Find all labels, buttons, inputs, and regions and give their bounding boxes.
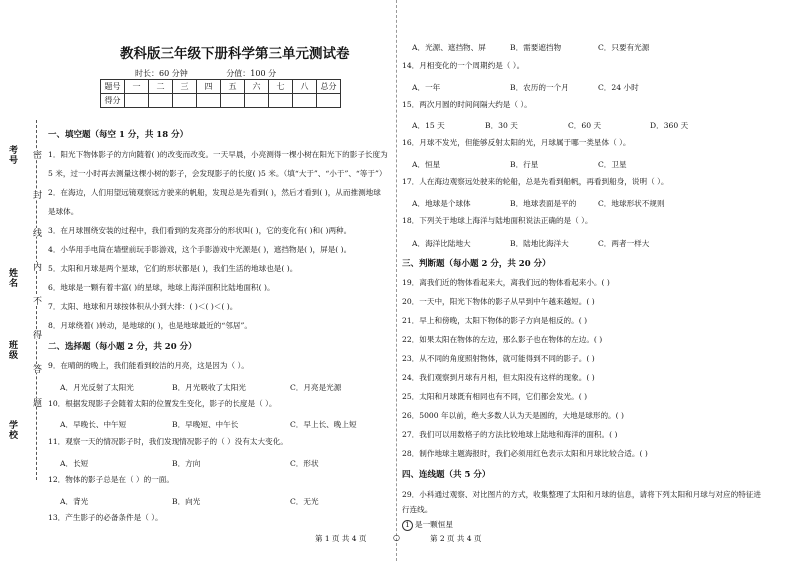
option: C．两者一样大 (598, 239, 650, 248)
match-item (402, 520, 453, 531)
option: C．60 天 (568, 121, 602, 130)
option: A．背光 (60, 497, 89, 506)
score-cell (317, 94, 341, 108)
seal-char: 答 (31, 364, 41, 373)
score-cell (221, 94, 245, 108)
question-text: 15．两次月圆的时间间隔大约是（ ）。 (402, 100, 532, 109)
question-text: 10．根据发现影子会随着太阳的位置发生变化，影子的长度是（ ）。 (48, 399, 277, 408)
score-cell: 总分 (317, 80, 341, 94)
score-cell: 二 (149, 80, 173, 94)
seal-char: 不 (31, 296, 41, 305)
score-table-score-row (101, 94, 341, 108)
question-text: 25．太阳和月球既有相同也有不同，它们都会发光。( ) (402, 392, 588, 401)
question-text: 24．我们观察到月球有月相，但太阳没有这样的现象。( ) (402, 373, 595, 382)
time-limit: 时长：60 分钟 (135, 69, 188, 78)
question-text: 12．物体的影子总是在（ ）的一面。 (48, 475, 174, 484)
question-text: 21．早上和傍晚，太阳下物体的影子方向是相反的。( ) (402, 316, 588, 325)
question-text: 23．从不同的角度照射物体，就可能得到不同的影子。( ) (402, 354, 595, 363)
score-cell: 一 (125, 80, 149, 94)
option: C．无光 (290, 497, 319, 506)
option: B．地球表面是平的 (510, 199, 577, 208)
score-cell: 三 (173, 80, 197, 94)
option: C．形状 (290, 459, 319, 468)
score-cell: 四 (197, 80, 221, 94)
column-divider (396, 0, 397, 561)
score-cell (125, 94, 149, 108)
option: A．光源、遮挡物、屏 (412, 43, 486, 52)
score-cell (149, 94, 173, 108)
section-heading: 一、填空题（每空 1 分，共 18 分） (48, 130, 189, 140)
option: C．地球形状不规则 (598, 199, 665, 208)
question-text: 9．在晴朗的晚上，我们能看到皎洁的月亮，这是因为（ ）。 (48, 361, 249, 370)
question-text: 26．5000 年以前，绝大多数人认为天是圆的，大地是球形的。( ) (402, 411, 624, 420)
option: A．地球是个球体 (412, 199, 471, 208)
option: B．陆地比海洋大 (510, 239, 569, 248)
option: B．需要遮挡物 (510, 43, 562, 52)
option: C．卫星 (598, 160, 627, 169)
option: B．向光 (172, 497, 201, 506)
question-text: 7．太阳、地球和月球按体积从小到大排：( )＜( )＜( )。 (48, 302, 238, 311)
question-text: 27．我们可以用数格子的方法比较地球上陆地和海洋的面积。( ) (402, 430, 618, 439)
question-text: 2．在海边，人们用望远镜观察远方驶来的帆船，发现总是先看到( )，然后才看到( )，从而推测地球 (48, 188, 381, 197)
seal-char: 封 (31, 190, 41, 199)
question-text: 6．地球是一颗有着丰富( )的星球，地球上海洋面积比陆地面积( )。 (48, 283, 275, 292)
option: C．月亮是光源 (290, 383, 342, 392)
question-text: 20．一天中，阳光下物体的影子从早到中午越来越短。( ) (402, 297, 595, 306)
score-cell: 八 (293, 80, 317, 94)
question-text: 28．制作地球主题海报时，我们必须用红色表示太阳和月球比较合适。( ) (402, 449, 648, 458)
option: A．15 天 (412, 121, 445, 130)
seal-char: 内 (31, 262, 41, 271)
match-item-label: 是一颗恒星 (415, 520, 453, 529)
question-text: 16．月球不发光，但能够反射太阳的光，月球属于哪一类星体（ ）。 (402, 138, 631, 147)
question-text: 18．下列关于地球上海洋与陆地面积说法正确的是（ ）。 (402, 216, 593, 225)
total-score: 分值：100 分 (226, 69, 277, 78)
option: A．长短 (60, 459, 89, 468)
option: A．月光反射了太阳光 (60, 383, 134, 392)
seal-char: 线 (31, 228, 41, 237)
option: B．方向 (172, 459, 201, 468)
option: B．农历的一个月 (510, 83, 569, 92)
name-label: 姓名 (7, 268, 17, 288)
option: B．月光吸收了太阳光 (172, 383, 246, 392)
question-text: 13．产生影子的必备条件是（ ）。 (48, 513, 163, 522)
seal-char: 题 (31, 398, 41, 407)
question-text: 11．观察一天的情况影子时，我们发现情况影子的（ ）没有太大变化。 (48, 437, 288, 446)
option: D．360 天 (650, 121, 689, 130)
section-heading: 四、连线题（共 5 分） (402, 470, 491, 480)
question-text: 14．月相变化的一个周期约是（ ）。 (402, 61, 525, 70)
score-cell (245, 94, 269, 108)
score-cell: 七 (269, 80, 293, 94)
seal-char: 得 (31, 330, 41, 339)
score-table (100, 79, 341, 108)
score-cell (197, 94, 221, 108)
class-label: 班级 (7, 340, 17, 360)
question-text: 1．阳光下物体影子的方向随着( )的改变而改变。一天早晨，小亮测得一棵小树在阳光下的影子长度为 (48, 150, 388, 159)
seal-char: 密 (31, 150, 41, 159)
option: A．海洋比陆地大 (412, 239, 471, 248)
option: A．早晚长、中午短 (60, 420, 127, 429)
question-text: 3．在月球围绕安装的过程中，我们看到的发亮部分的形状叫( )，它的变化有( )和( )两种。 (48, 226, 352, 235)
score-cell: 得分 (101, 94, 125, 108)
option: C．早上长、晚上短 (290, 420, 357, 429)
option: A．一年 (412, 83, 441, 92)
section-heading: 三、判断题（每小题 2 分，共 20 分） (402, 259, 551, 269)
score-cell: 五 (221, 80, 245, 94)
question-text: 17．人在海边观察远处驶来的轮船，总是先看到船帆，再看到船身，说明（ ）。 (402, 177, 669, 186)
question-text: 行连线。 (402, 505, 433, 514)
page-title: 教科版三年级下册科学第三单元测试卷 (120, 46, 350, 62)
page-number-left: 第 1 页 共 4 页 (315, 534, 367, 543)
question-text: 4．小华用手电筒在墙壁前玩手影游戏，这个手影游戏中光源是( )，遮挡物是( )，屏是( )。 (48, 245, 352, 254)
option: B．早晚短、中午长 (172, 420, 239, 429)
question-text: 19．离我们近的物体看起来大，离我们远的物体看起来小。( ) (402, 278, 610, 287)
score-cell: 六 (245, 80, 269, 94)
question-text: 22．如果太阳在物体的左边，那么影子也在物体的左边。( ) (402, 335, 603, 344)
question-text: 8．月球绕着( )转动，是地球的( )，也是地球最近的“邻居”。 (48, 321, 252, 330)
item-number: 1 (402, 520, 413, 531)
binding-margin (0, 0, 46, 561)
option: C．只要有光源 (598, 43, 650, 52)
exam-meta (135, 68, 312, 79)
score-cell (173, 94, 197, 108)
school-label: 学校 (7, 420, 17, 440)
question-text: 是球体。 (48, 207, 79, 216)
page-number-right: 第 2 页 共 4 页 (430, 534, 482, 543)
section-heading: 二、选择题（每小题 2 分，共 20 分） (48, 342, 197, 352)
score-cell (293, 94, 317, 108)
score-cell (269, 94, 293, 108)
question-text: 5 米，过一小时再去测量这棵小树的影子，会发现影子的长度( )5 米。（填“大于”、“小于”、“等于”） (48, 169, 387, 178)
question-text: 5．太阳和月球是两个星球，它们的形状都是( )，我们生活的地球也是( )。 (48, 264, 298, 273)
center-circle-icon: ○ (393, 533, 400, 542)
option: A．恒星 (412, 160, 441, 169)
option: C．24 小时 (598, 83, 639, 92)
exam-number-label: 考号 (7, 145, 17, 165)
option: B．30 天 (485, 121, 518, 130)
score-table-header-row (101, 80, 341, 94)
option: B．行星 (510, 160, 539, 169)
question-text: 29．小科通过观察、对比图片的方式，收集整理了太阳和月球的信息，请将下列太阳和月球与对应的特征进 (402, 490, 761, 499)
score-cell: 题号 (101, 80, 125, 94)
